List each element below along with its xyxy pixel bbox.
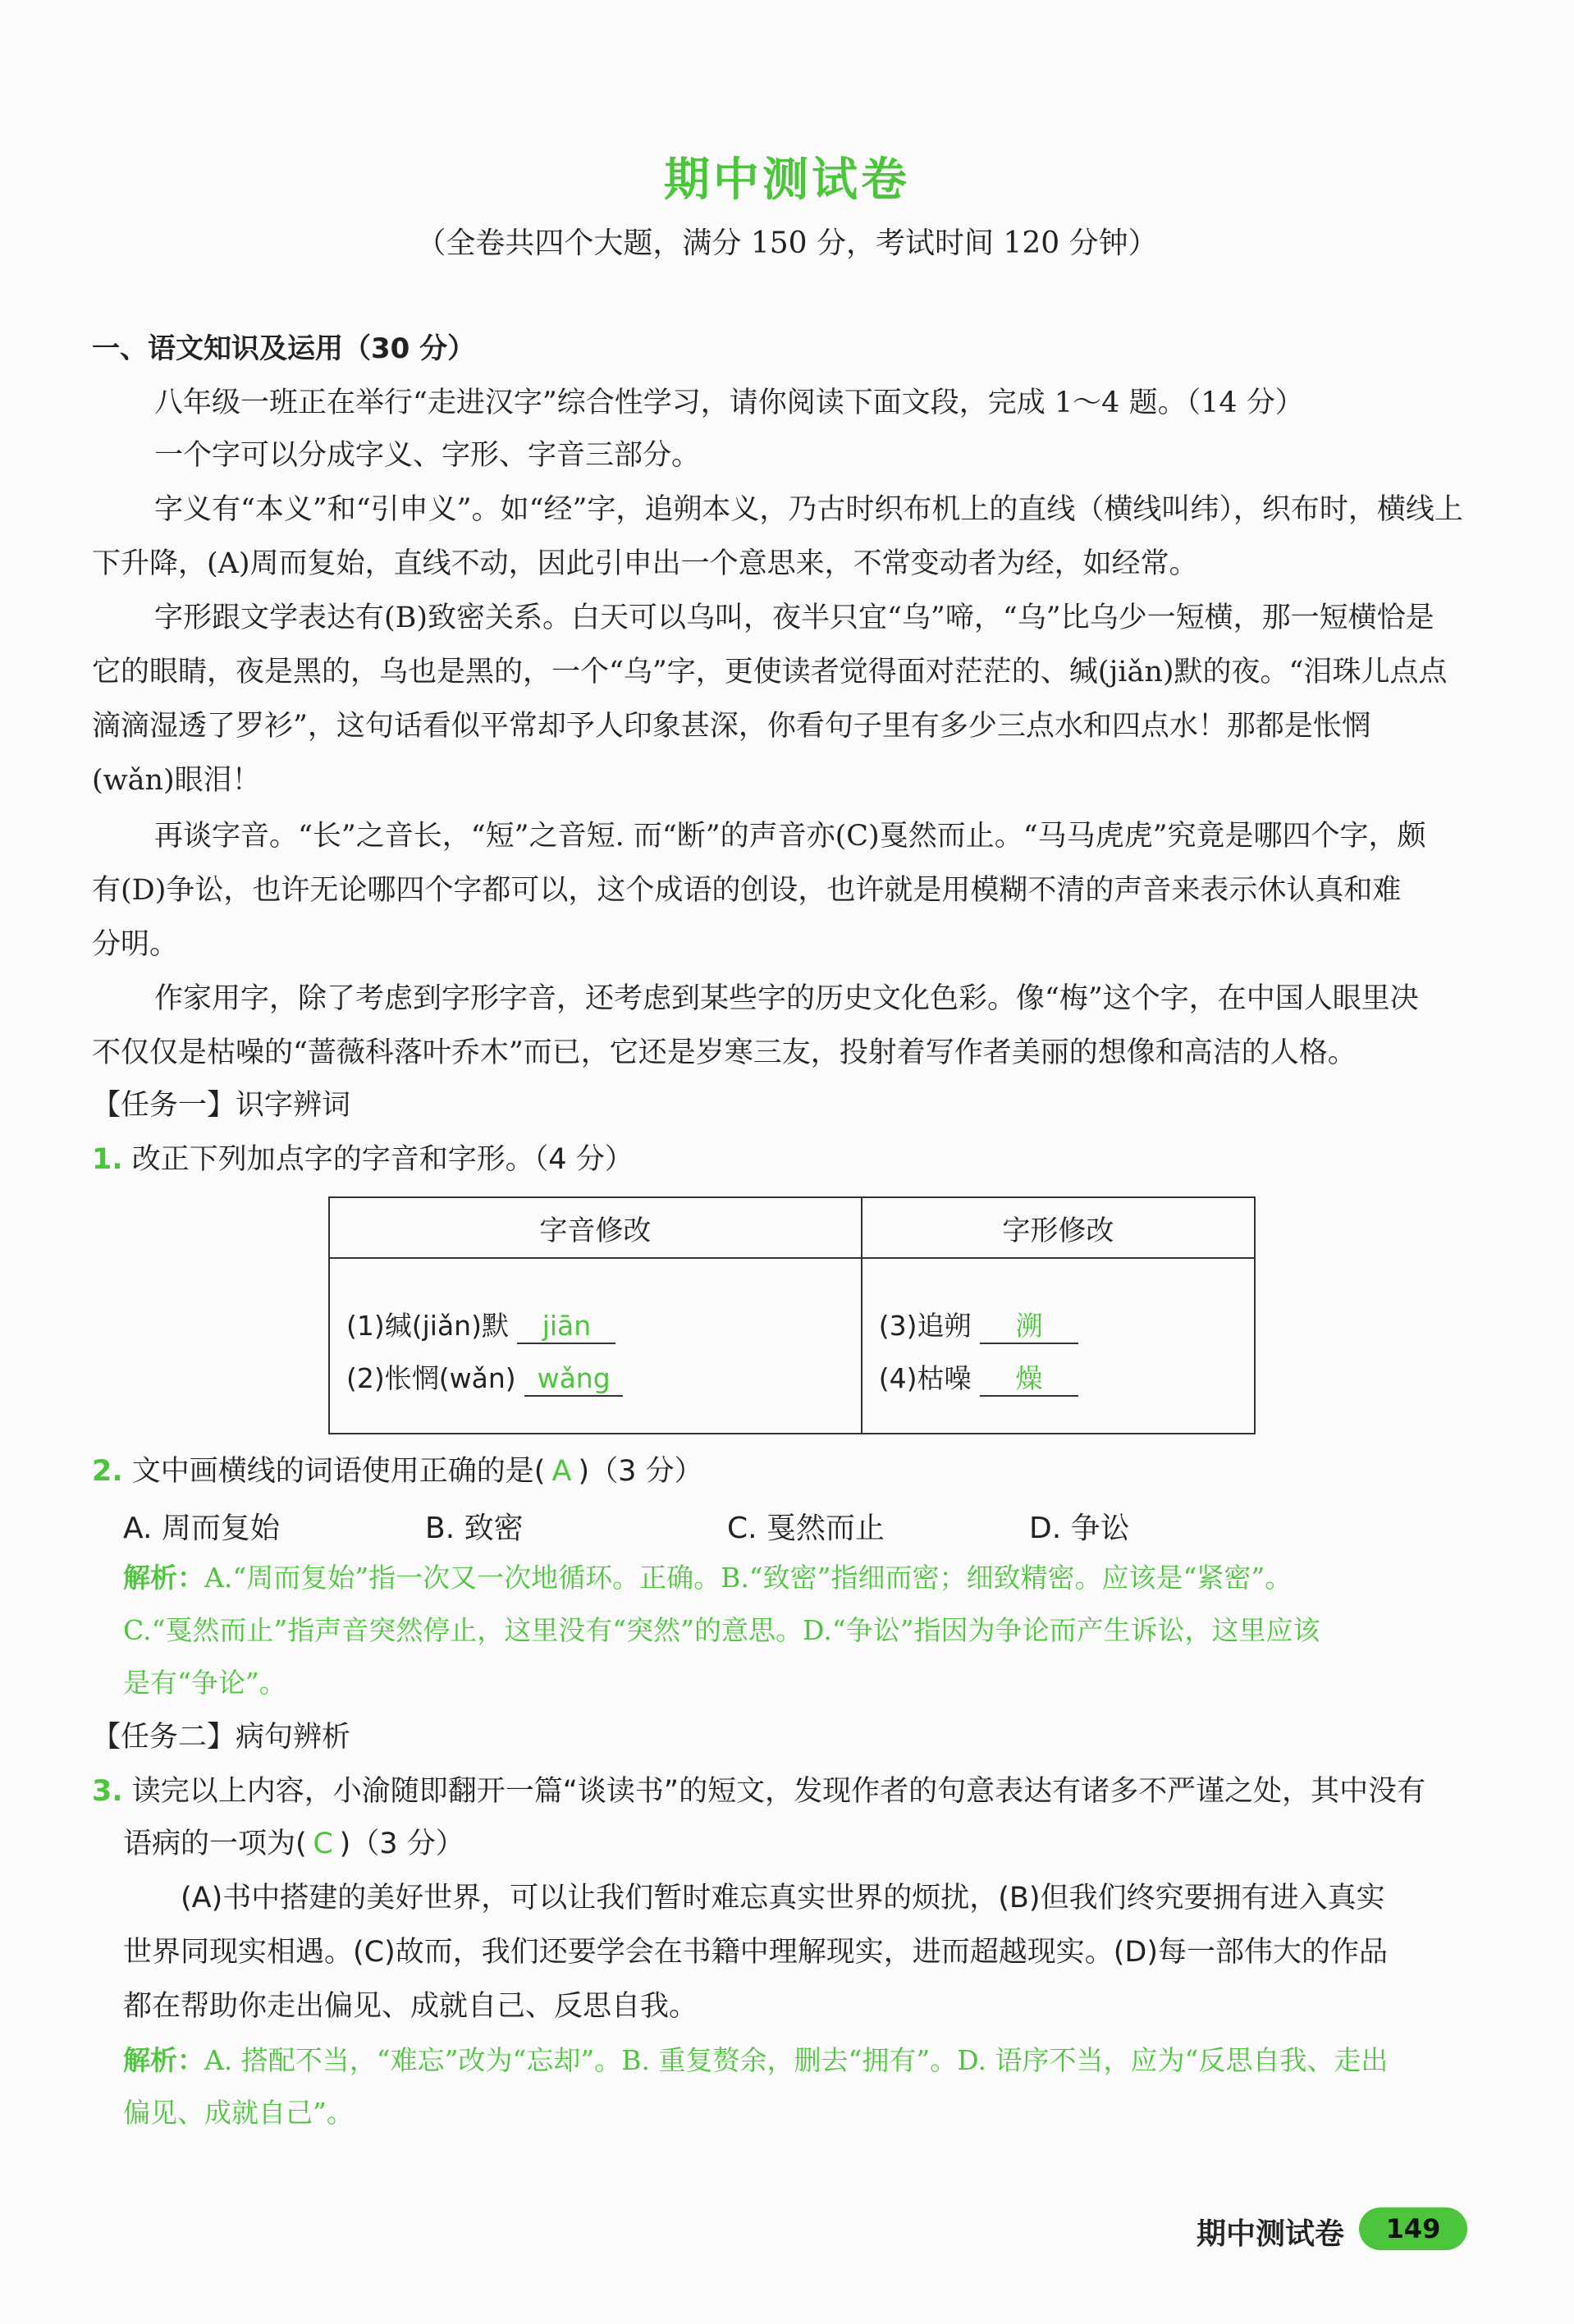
table-item-2 (346, 1352, 861, 1405)
section1-heading: 一、语文知识及运用（30 分） (92, 332, 476, 365)
q3-analysis-label: 解析： (123, 2044, 204, 2076)
question-3-line2 (123, 1823, 1518, 1864)
q3-analysis-text1: A. 搭配不当，“难忘”改为“忘却”。B. 重复赘余，删去“拥有”。D. 语序不当，应为“反思自我、走出 (204, 2044, 1389, 2076)
option-b[interactable]: B. 致密 (425, 1512, 524, 1545)
item-2-label: (2)怅惘(wǎn) (346, 1362, 516, 1394)
item-4-answer[interactable]: 燥 (980, 1362, 1078, 1397)
footer-title: 期中测试卷 (1196, 2217, 1344, 2251)
item-3-label: (3)追朔 (878, 1310, 972, 1342)
question-2-number: 2. (92, 1455, 123, 1488)
q3-analysis-line1 (123, 2040, 1518, 2081)
passage-p2-line1: 字义有“本义”和“引申义”。如“经”字，追朔本义，乃古时织布机上的直线（横线叫纬），织布时，横线上 (154, 493, 1463, 526)
q2-analysis-text1: A.“周而复始”指一次又一次地循环。正确。B.“致密”指细而密；细致精密。应该是“紧密”。 (204, 1562, 1293, 1594)
table-item-1 (346, 1300, 861, 1352)
passage-p4-line2: 有(D)争讼，也许无论哪四个字都可以，这个成语的创设，也许就是用模糊不清的声音来表示休认真和难 (92, 874, 1402, 907)
item-1-answer[interactable]: jiān (517, 1310, 615, 1344)
page-subtitle: （全卷共四个大题，满分 150 分，考试时间 120 分钟） (416, 226, 1158, 260)
item-4-label: (4)枯噪 (878, 1362, 972, 1394)
task2-heading: 【任务二】病句辨析 (92, 1721, 351, 1754)
task1-heading: 【任务一】识字辨词 (92, 1089, 351, 1122)
q3-passage-line1: (A)书中搭建的美好世界，可以让我们暂时难忘真实世界的烦扰，(B)但我们终究要拥有进入真实 (181, 1882, 1385, 1915)
passage-p5-line1: 作家用字，除了考虑到字形字音，还考虑到某些字的历史文化色彩。像“梅”这个字，在中国人眼里决 (154, 982, 1419, 1015)
q2-analysis-line2: C.“戛然而止”指声音突然停止，这里没有“突然”的意思。D.“争讼”指因为争论而产生诉讼，这里应该 (123, 1614, 1320, 1646)
passage-p3-line1: 字形跟文学表达有(B)致密关系。白天可以乌叫，夜半只宜“乌”啼，“乌”比乌少一短横，那一短横恰是 (154, 602, 1434, 634)
correction-table (328, 1196, 1256, 1434)
page-number-badge: 149 (1359, 2207, 1467, 2250)
option-a[interactable]: A. 周而复始 (123, 1512, 280, 1545)
table-item-4 (879, 1352, 1254, 1405)
passage-p3-line4: (wǎn)眼泪！ (92, 764, 261, 797)
passage-p2-line2: 下升降，(A)周而复始，直线不动，因此引申出一个意思来，不常变动者为经，如经常。 (92, 547, 1198, 580)
option-d[interactable]: D. 争讼 (1029, 1512, 1130, 1545)
character-cell (862, 1258, 1255, 1434)
question-1-text: 改正下列加点字的字音和字形。（4 分） (131, 1143, 634, 1176)
passage-p3-line3: 滴滴湿透了罗衫”，这句话看似平常却予人印象甚深，你看句子里有多少三点水和四点水！那都是怅惘 (92, 710, 1370, 743)
question-2-text-a: 文中画横线的词语使用正确的是( (131, 1455, 546, 1488)
item-1-label: (1)缄(jiǎn)默 (346, 1310, 509, 1342)
q2-analysis-line3: 是有“争论”。 (123, 1667, 286, 1699)
q2-analysis-line1 (123, 1558, 1518, 1599)
table-header-pronunciation: 字音修改 (329, 1197, 862, 1258)
question-1 (92, 1139, 1487, 1180)
page-title: 期中测试卷 (664, 153, 910, 207)
question-3-text-line1: 读完以上内容，小渝随即翻开一篇“谈读书”的短文，发现作者的句意表达有诸多不严谨之处，其中没有 (131, 1775, 1426, 1808)
passage-p1: 一个字可以分成字义、字形、字音三部分。 (154, 439, 701, 472)
passage-p4-line3: 分明。 (92, 928, 179, 961)
item-3-answer[interactable]: 溯 (980, 1310, 1078, 1344)
table-header-character: 字形修改 (862, 1197, 1255, 1258)
q3-passage-line3: 都在帮助你走出偏见、成就自己、反思自我。 (123, 1990, 698, 2023)
question-3-number: 3. (92, 1775, 123, 1808)
question-3 (92, 1771, 1487, 1812)
question-2-answer[interactable]: A (551, 1455, 572, 1488)
passage-p5-line2: 不仅仅是枯噪的“蔷薇科落叶乔木”而已，它还是岁寒三友，投射着写作者美丽的想像和高洁的人格。 (92, 1036, 1357, 1069)
question-3-answer[interactable]: C (313, 1828, 333, 1860)
question-3-text-b: )（3 分） (339, 1828, 464, 1860)
passage-p4-line1: 再谈字音。“长”之音长，“短”之音短. 而“断”的声音亦(C)戛然而止。“马马虎虎”究竟是哪四个字，颇 (154, 820, 1426, 853)
option-c[interactable]: C. 戛然而止 (727, 1512, 885, 1545)
q2-analysis-label: 解析： (123, 1562, 204, 1594)
passage-p3-line2: 它的眼睛，夜是黑的，乌也是黑的，一个“乌”字，更使读者觉得面对茫茫的、缄(jiǎn)默的夜。“泪珠儿点点 (92, 656, 1448, 689)
table-item-3 (879, 1300, 1254, 1352)
question-2 (92, 1451, 1487, 1492)
q3-passage-line2: 世界同现实相遇。(C)故而，我们还要学会在书籍中理解现实，进而超越现实。(D)每一部伟大的作品 (123, 1936, 1389, 1969)
section1-intro: 八年级一班正在举行“走进汉字”综合性学习，请你阅读下面文段，完成 1～4 题。（14 分） (154, 387, 1304, 419)
question-1-number: 1. (92, 1143, 123, 1176)
pronunciation-cell (329, 1258, 862, 1434)
q3-analysis-line2: 偏见、成就自己”。 (123, 2097, 354, 2129)
question-3-text-a: 语病的一项为( (123, 1828, 307, 1860)
item-2-answer[interactable]: wǎng (524, 1362, 623, 1397)
question-2-text-b: )（3 分） (578, 1455, 703, 1488)
